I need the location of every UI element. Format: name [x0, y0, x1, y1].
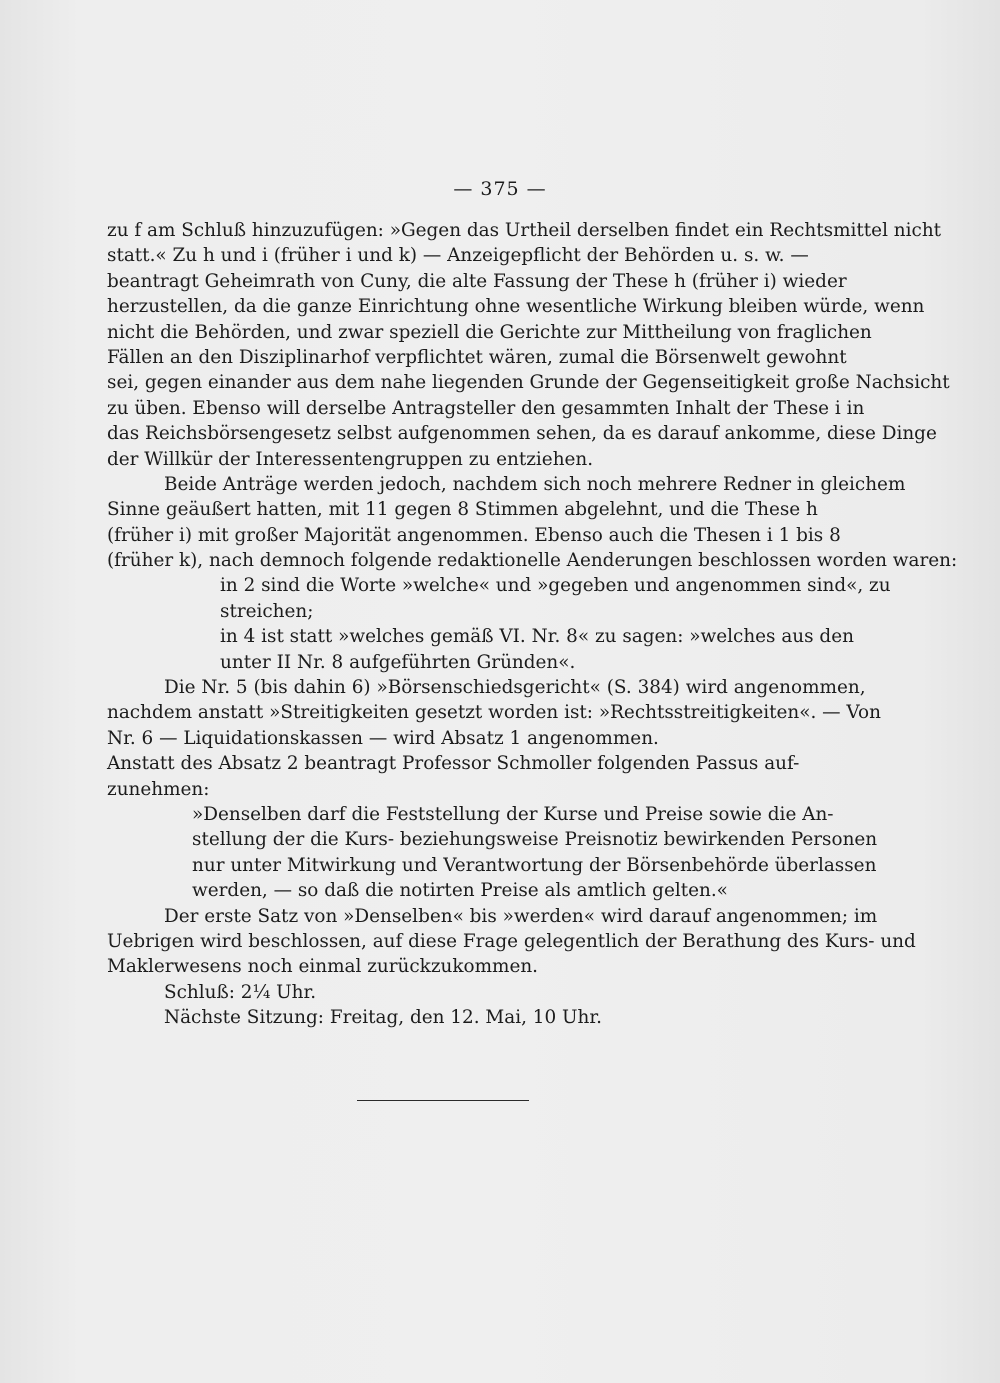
text-line: nur unter Mitwirkung und Verantwortung der Börsenbehörde überlassen [192, 854, 877, 876]
text-line: der Willkür der Interessentengruppen zu entziehen. [107, 448, 594, 470]
text-line: »Denselben darf die Feststellung der Kurse und Preise sowie die An- [192, 803, 834, 825]
text-line: das Reichsbörsengesetz selbst aufgenommen sehen, da es darauf ankomme, diese Dinge [107, 423, 937, 445]
text-line: Maklerwesens noch einmal zurückzukommen. [107, 956, 539, 978]
text-line: sei, gegen einander aus dem nahe liegenden Grunde der Gegenseitigkeit große Nachsicht [107, 372, 950, 394]
text-line: (früher i) mit großer Majorität angenommen. Ebenso auch die Thesen i 1 bis 8 [107, 524, 841, 546]
text-line: Schluß: 2¼ Uhr. [164, 981, 317, 1003]
text-line: Die Nr. 5 (bis dahin 6) »Börsenschiedsgericht« (S. 384) wird angenommen, [164, 677, 866, 699]
text-line: streichen; [220, 600, 314, 622]
body-text [107, 218, 958, 1031]
text-line: Sinne geäußert hatten, mit 11 gegen 8 Stimmen abgelehnt, und die These h [107, 499, 818, 521]
text-line: beantragt Geheimrath von Cuny, die alte Fassung der These h (früher i) wieder [107, 270, 847, 292]
text-line: zunehmen: [107, 778, 210, 800]
text-line: Anstatt des Absatz 2 beantragt Professor Schmoller folgenden Passus auf- [107, 753, 800, 775]
text-line: Nr. 6 — Liquidationskassen — wird Absatz 1 angenommen. [107, 727, 659, 749]
page-number: — 375 — [453, 178, 547, 200]
text-line: werden, — so daß die notirten Preise als amtlich gelten.« [192, 880, 728, 902]
text-line: Uebrigen wird beschlossen, auf diese Frage gelegentlich der Berathung des Kurs- und [107, 930, 916, 952]
text-line: Der erste Satz von »Denselben« bis »werden« wird darauf angenommen; im [164, 905, 878, 927]
text-line: stellung der die Kurs- beziehungsweise Preisnotiz bewirkenden Personen [192, 829, 878, 851]
text-line: Beide Anträge werden jedoch, nachdem sich noch mehrere Redner in gleichem [164, 473, 906, 495]
closing-rule [357, 1100, 529, 1101]
text-line: statt.« Zu h und i (früher i und k) — Anzeigepflicht der Behörden u. s. w. — [107, 245, 809, 267]
text-line: zu f am Schluß hinzuzufügen: »Gegen das Urtheil derselben findet ein Rechtsmittel nicht [107, 220, 942, 241]
text-line: Fällen an den Disziplinarhof verpflichtet wären, zumal die Börsenwelt gewohnt [107, 346, 847, 368]
text-line: herzustellen, da die ganze Einrichtung ohne wesentliche Wirkung bleiben würde, wenn [107, 296, 925, 318]
text-line: unter II Nr. 8 aufgeführten Gründen«. [220, 651, 576, 673]
text-line: Nächste Sitzung: Freitag, den 12. Mai, 10 Uhr. [164, 1007, 602, 1029]
text-line: nicht die Behörden, und zwar speziell die Gerichte zur Mittheilung von fraglichen [107, 321, 872, 343]
text-line: zu üben. Ebenso will derselbe Antragsteller den gesammten Inhalt der These i in [107, 397, 865, 419]
text-line: (früher k), nach demnoch folgende redaktionelle Aenderungen beschlossen worden waren: [107, 550, 958, 572]
text-line: nachdem anstatt »Streitigkeiten gesetzt worden ist: »Rechtsstreitigkeiten«. — Von [107, 702, 881, 724]
text-line: in 2 sind die Worte »welche« und »gegeben und angenommen sind«, zu [220, 575, 891, 597]
text-line: in 4 ist statt »welches gemäß VI. Nr. 8« zu sagen: »welches aus den [220, 626, 854, 648]
